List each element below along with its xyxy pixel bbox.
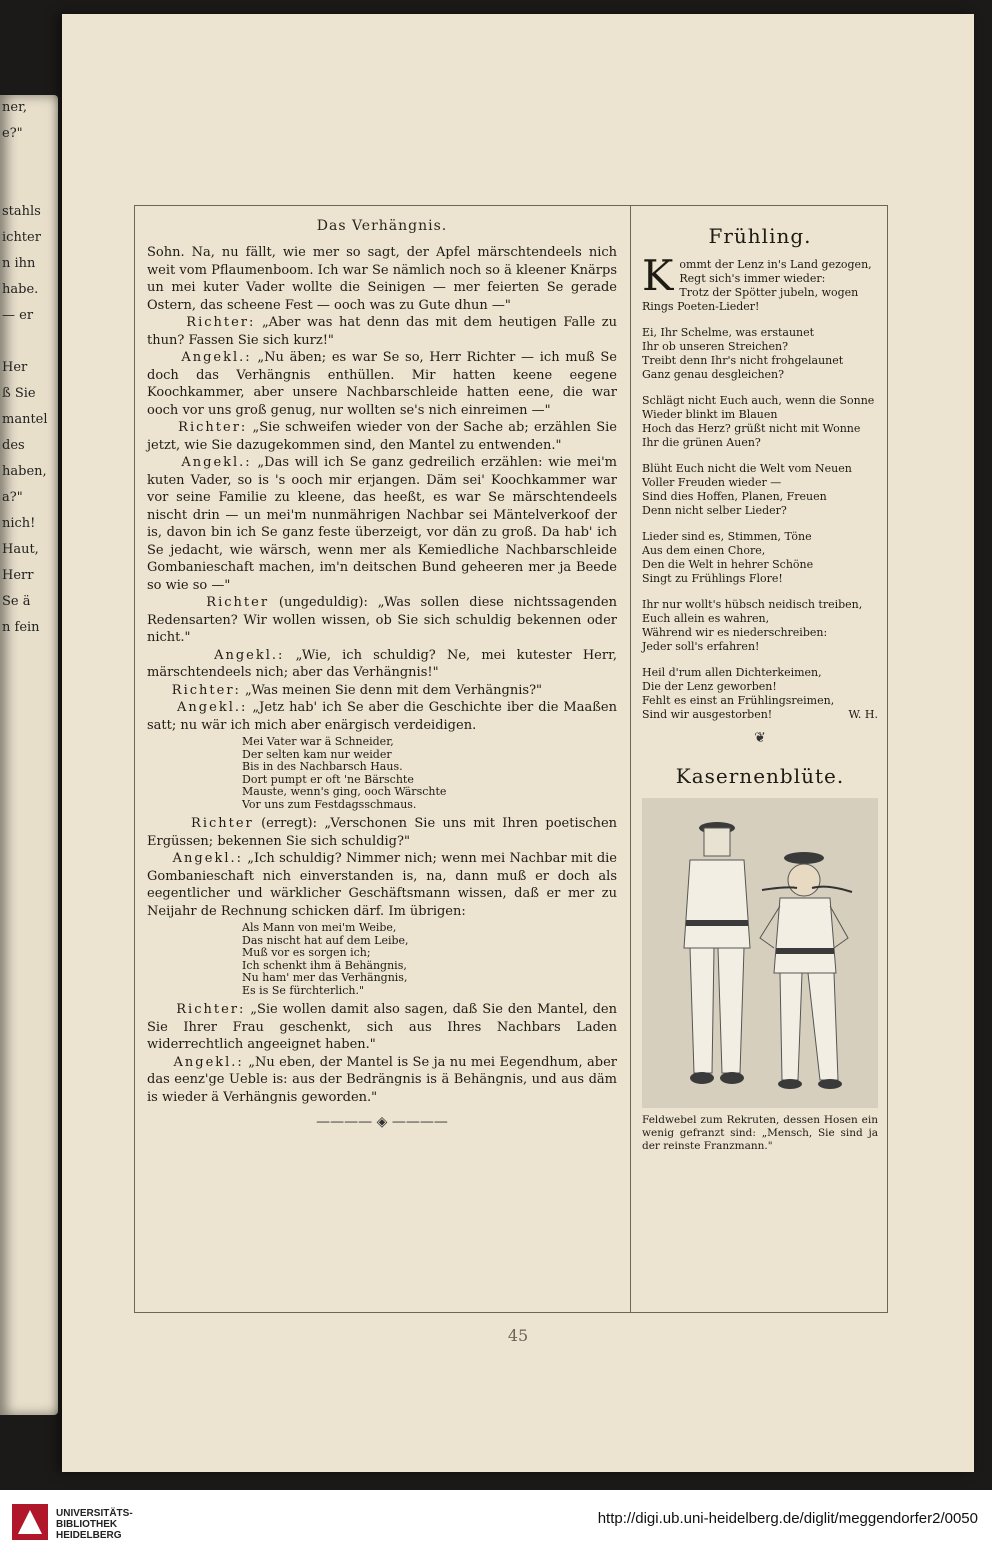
paragraph: Angekl.: „Jetz hab' ich Se aber die Geschichte iber die Maaßen satt; nu wär ich mich aber enärgisch verdeidigen.	[147, 700, 617, 733]
speaker-label: Angekl.:	[173, 1054, 244, 1070]
prev-page-fragment: nich!	[2, 516, 36, 531]
prev-page-fragment: mantel	[2, 412, 48, 427]
speaker-label: Richter:	[176, 1002, 246, 1017]
poem-stanza: Heil d'rum allen Dichterkeimen, Die der Lenz geworben! Fehlt es einst an Frühlingsreimen, Sind wir ausgestorben! W. H.	[642, 666, 878, 721]
prev-page-fragment: ß Sie	[2, 386, 36, 401]
paragraph: Richter (erregt): „Verschonen Sie uns mit Ihren poetischen Ergüssen; bekennen Sie sich schuldig?"	[147, 816, 618, 849]
poem-stanza: Blüht Euch nicht die Welt vom Neuen Voller Freuden wieder — Sind dies Hoffen, Planen, Freuen Denn nicht selber Lieder?	[642, 462, 852, 517]
prev-page-fragment: stahls	[2, 204, 41, 219]
column-divider	[630, 206, 631, 1312]
prev-page-fragment: Herr	[2, 568, 34, 583]
paragraph: Richter (ungeduldig): „Was sollen diese nichtssagenden Redensarten? Wir wollen wissen, ob Sie sich schuldig bekennen oder nicht."	[147, 595, 617, 645]
poem-stanza: Ihr nur wollt's hübsch neidisch treiben, Euch allein es wahren, Während wir es niederschreiben: Jeder soll's erfahren!	[642, 598, 863, 653]
speaker-label: Richter:	[178, 420, 248, 435]
drop-cap: K	[642, 251, 674, 300]
speaker-label: Richter	[206, 595, 270, 610]
prev-page-fragment: ichter	[2, 230, 41, 245]
poem-stanza: Ei, Ihr Schelme, was erstaunet Ihr ob unseren Streichen? Treibt denn Ihr's nicht frohgelaunet Ganz genau desgleichen?	[642, 326, 844, 381]
speaker-label: Angekl.:	[181, 350, 252, 365]
speaker-label: Angekl.:	[172, 851, 243, 866]
illustration-caption: Feldwebel zum Rekruten, dessen Hosen ein wenig gefranzt sind: „Mensch, Sie sind ja der reinste Franzmann."	[642, 1114, 878, 1152]
prev-page-fragment: e?"	[2, 126, 23, 141]
speaker-label: Richter:	[171, 682, 241, 698]
paragraph: Angekl.: „Das will ich Se ganz gedreilich erzählen: wie mei'm kuten Vader, so is 's ooch mir erjangen. Däm sei' Koochkammer war vor seine Familie zu kleene, das heeßt, es war Se märschtendeels nischt drin — un mei'm nunmährigen Nachbar sei Mäntelverkoof der is, davon bin ich Se ganz feste überzeigt, vor dän zu groß. Da hab' ich Se jedacht, wie wärsch, wenn mer als Kemiedliche Nachbarschleide Gombanieschaft machen, im'n deitschen Bund geheeren mer ja Beede so wie so —"	[147, 455, 617, 593]
page-number: 45	[507, 1326, 529, 1345]
prev-page-fragment	[0, 147, 58, 173]
prev-page-fragment: a?"	[2, 490, 23, 505]
ornament-divider: ———— ◈ ————	[316, 1114, 448, 1130]
paragraph: Richter: „Sie wollen damit also sagen, daß Sie den Mantel, den Sie Ihrer Frau geschenkt, sich aus Ihres Nachbars Laden widerrechtlich angeeignet haben."	[147, 1002, 617, 1052]
left-column	[147, 218, 617, 1138]
poem-title: Frühling.	[708, 224, 812, 248]
content-frame	[134, 205, 888, 1313]
prev-page-fragment: Haut,	[2, 542, 39, 557]
speaker-label: Richter	[191, 816, 254, 831]
library-name: UNIVERSITÄTS- BIBLIOTHEK HEIDELBERG	[56, 1508, 133, 1541]
speaker-label: Angekl.:	[214, 647, 285, 663]
inline-poem: Mei Vater war ä Schneider, Der selten kam nur weider Bis in des Nachbarsch Haus. Dort pumpt er oft 'ne Bärschte Mauste, wenn's ging, ooch Wärschte Vor uns zum Festdagsschmaus.	[242, 735, 447, 811]
speaker-label: Angekl.:	[177, 700, 248, 715]
prev-page-fragment: n fein	[2, 620, 40, 635]
paragraph: Richter: „Was meinen Sie denn mit dem Verhängnis?"	[171, 682, 543, 698]
paragraph: Angekl.: „Ich schuldig? Nimmer nich; wenn mei Nachbar mit die Gombanieschaft nich einverstanden is, na, dann muß er doch als eegentlicher und wärklicher Geschäftsmann wissen, daß er mer zu Neijahr de Rechnung schicken därf. Im übrigen:	[147, 851, 617, 919]
prev-page-fragment: haben,	[2, 464, 47, 479]
inline-poem: Als Mann von mei'm Weibe, Das nischt hat auf dem Leibe, Muß vor es sorgen ich; Ich schenkt ihm ä Behängnis, Nu ham' mer das Verhängnis, Es is Se fürchterlich."	[242, 921, 409, 997]
paragraph: Angekl.: „Nu äben; es war Se so, Herr Richter — ich muß Se doch das Verhängnis enthüllen. Mir hatten keene eegene Koochkammer, aber unsere Nachbarschleide hatten eene, die war ooch vor uns groß genug, nur wollten se's nich einreimen —"	[147, 350, 618, 418]
running-header: Das Verhängnis.	[316, 218, 448, 234]
prev-page-fragment	[0, 329, 58, 355]
previous-page-edge	[0, 95, 58, 1415]
illustration-title: Kasernenblüte.	[675, 764, 845, 788]
library-logo-icon	[10, 1502, 50, 1546]
prev-page-fragment: ner,	[2, 100, 27, 115]
paragraph: Richter: „Sie schweifen wieder von der Sache ab; erzählen Sie jetzt, wie Sie dazugekommen sind, den Mantel zu entwenden."	[147, 420, 618, 453]
prev-page-fragment: habe.	[2, 282, 39, 297]
poem-stanza: Schlägt nicht Euch auch, wenn die Sonne Wieder blinkt im Blauen Hoch das Herz? grüßt nicht mit Wonne Ihr die grünen Auen?	[642, 394, 875, 449]
paragraph: Sohn. Na, nu fällt, wie mer so sagt, der Apfel märschtendeels nich weit vom Pflaumenboom. Ich war Se nämlich noch so ä kleener Knärps un mei kuter Vader wollte die Seinigen — mer feierten Se gerade Ostern, das scheene Fest — ooch was zu Gute dhun —"	[147, 245, 617, 313]
book-page	[62, 14, 974, 1472]
speaker-label: Richter:	[186, 315, 256, 330]
prev-page-fragment: n ihn	[2, 256, 36, 271]
paragraph: Angekl.: „Nu eben, der Mantel is Se ja nu mei Eegendhum, aber das eenz'ge Ueble is: aus der Bedrängnis is ä Behängnis, und aus däm is wieder ä Verhängnis geworden."	[147, 1054, 617, 1105]
paragraph: Richter: „Aber was hat denn das mit dem heutigen Falle zu thun? Fassen Sie sich kurz!"	[147, 315, 617, 348]
ornament-icon: ❦	[754, 730, 766, 746]
prev-page-fragment: des	[2, 438, 25, 453]
illustration-soldiers	[642, 798, 878, 1108]
prev-page-fragment	[0, 173, 58, 199]
speaker-label: Angekl.:	[181, 455, 252, 470]
right-column	[642, 218, 878, 1153]
prev-page-fragment: — er	[2, 308, 34, 323]
source-url[interactable]: http://digi.ub.uni-heidelberg.de/diglit/meggendorfer2/0050	[597, 1510, 978, 1527]
signature: W. H.	[848, 708, 878, 721]
prev-page-fragment: Her	[2, 360, 28, 375]
paragraph: Angekl.: „Wie, ich schuldig? Ne, mei kutester Herr, märschtendeels nich; aber das Verhängnis!"	[147, 647, 617, 680]
footer-bar	[0, 1490, 992, 1559]
prev-page-fragment: Se ä	[2, 594, 31, 609]
poem-stanza: Kommt der Lenz in's Land gezogen, Regt sich's immer wieder: Trotz der Spötter jubeln, wogen Rings Poeten-Lieder!	[642, 251, 872, 313]
poem-stanza: Lieder sind es, Stimmen, Töne Aus dem einen Chore, Den die Welt in hehrer Schöne Singt zu Frühlings Flore!	[642, 530, 814, 585]
soldiers-drawing	[642, 798, 878, 1108]
